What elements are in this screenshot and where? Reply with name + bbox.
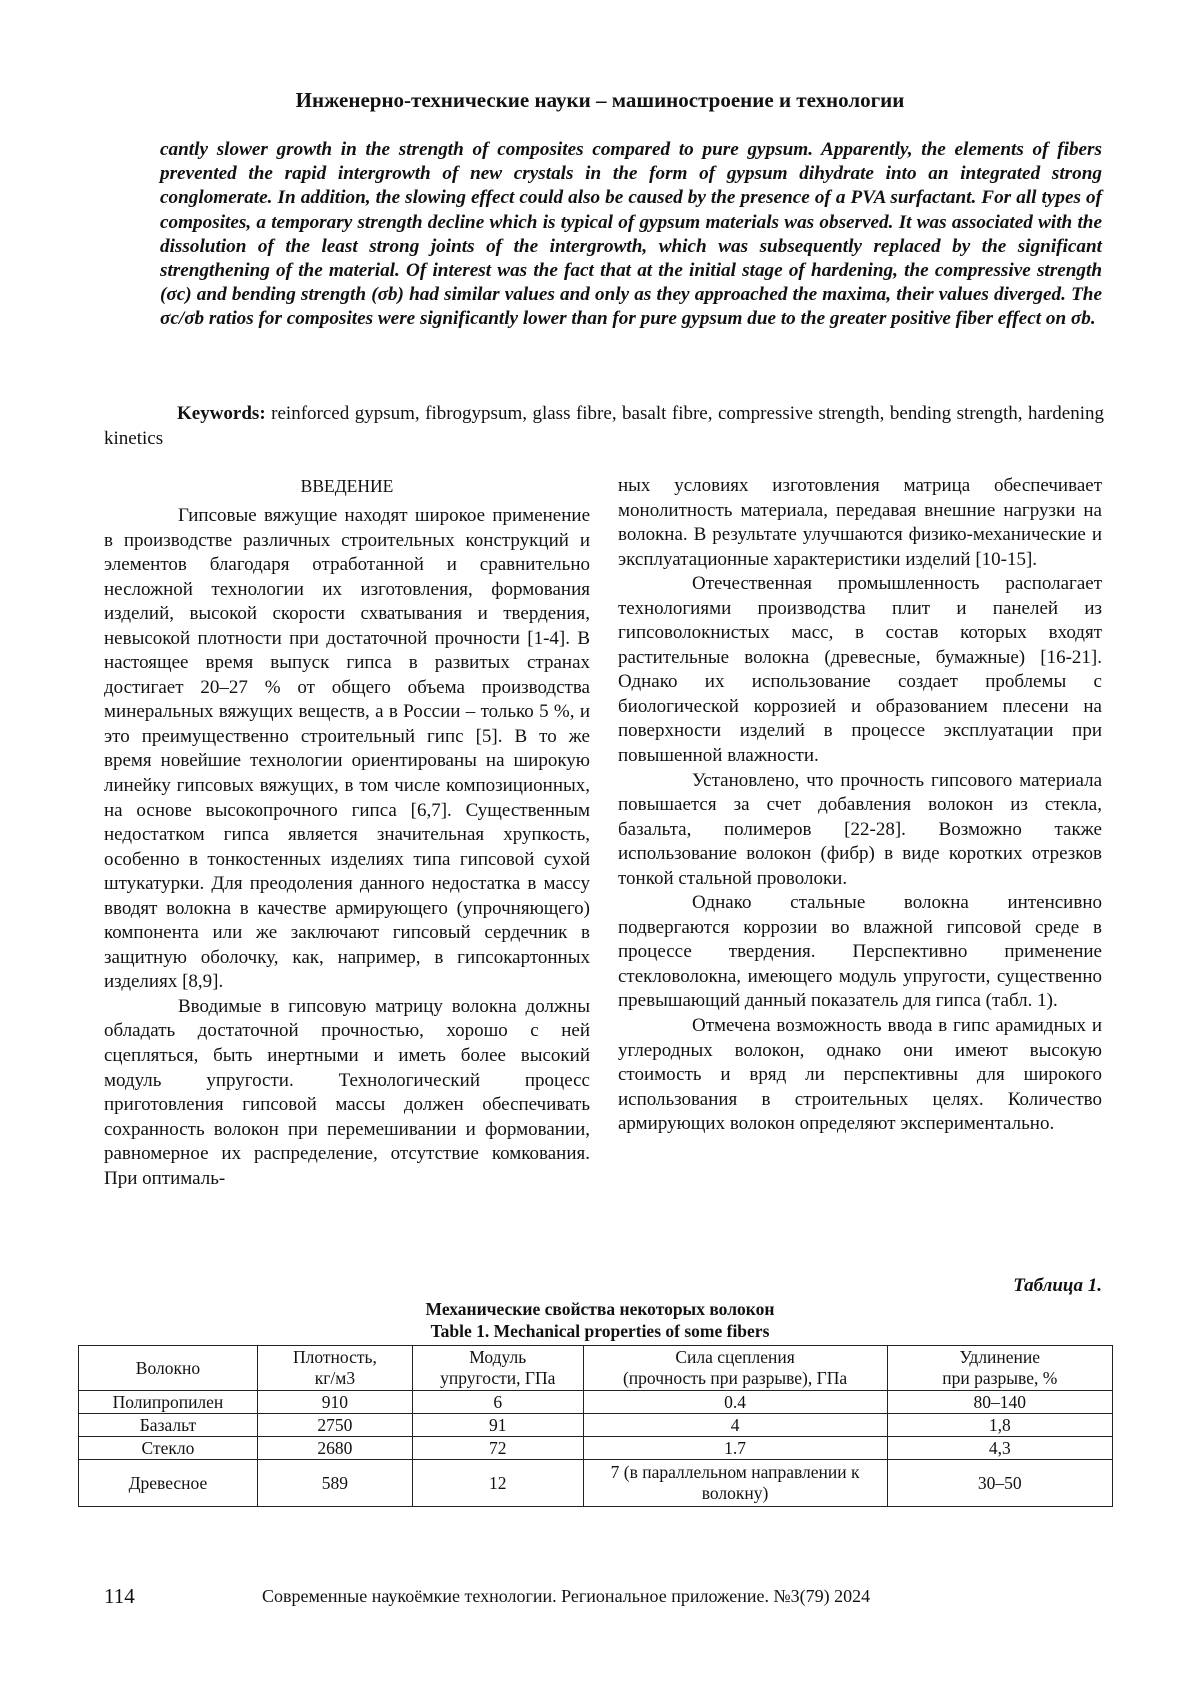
table-cell: 91	[412, 1414, 583, 1437]
table-header-row	[79, 1346, 1113, 1391]
table-row	[79, 1437, 1113, 1460]
table-cell: Полипропилен	[79, 1391, 258, 1414]
table-row	[79, 1414, 1113, 1437]
table-cell: Стекло	[79, 1437, 258, 1460]
right-column	[618, 474, 1102, 1137]
header-cell: Модуль упругости, ГПа	[412, 1346, 583, 1391]
keywords-text: reinforced gypsum, fibrogypsum, glass fibre, basalt fibre, compressive strength, bending strength, hardening kinetics	[104, 403, 1105, 449]
table-row	[79, 1460, 1113, 1507]
left-column	[104, 474, 590, 1191]
table-cell: 2750	[257, 1414, 412, 1437]
table-row	[79, 1391, 1113, 1414]
table-cell: Базальт	[79, 1414, 258, 1437]
table-cell: Древесное	[79, 1460, 258, 1507]
running-header: Инженерно-технические науки – машиностроение и технологии	[295, 88, 905, 112]
header-cell: Сила сцепления (прочность при разрыве), ГПа	[583, 1346, 887, 1391]
journal-footer: Современные наукоёмкие технологии. Региональное приложение. №3(79) 2024	[262, 1586, 871, 1606]
table-cell: 2680	[257, 1437, 412, 1460]
table-cell: 7 (в параллельном направлении к волокну)	[583, 1460, 887, 1507]
paragraph: Однако стальные волокна интенсивно подвергаются коррозии во влажной гипсовой среде в процессе твердения. Перспективно применение стекловолокна, имеющего модуль упругости, существенно превышающий данный показатель для гипса (табл. 1).	[618, 892, 1102, 1012]
table-cell: 4,3	[887, 1437, 1112, 1460]
table-caption-en: Table 1. Mechanical properties of some fibers	[430, 1321, 770, 1341]
table-cell: 0.4	[583, 1391, 887, 1414]
header-cell: Волокно	[79, 1346, 258, 1391]
table-cell: 30–50	[887, 1460, 1112, 1507]
paragraph: Установлено, что прочность гипсового материала повышается за счет добавления волокон из стекла, базальта, полимеров [22-28]. Возможно также использование волокон (фибр) в виде коротких отрезков тонкой стальной проволоки.	[618, 769, 1102, 889]
table-cell: 72	[412, 1437, 583, 1460]
table-cell: 12	[412, 1460, 583, 1507]
keywords	[104, 402, 1104, 451]
page-number: 114	[104, 1584, 135, 1608]
table-cell: 6	[412, 1391, 583, 1414]
keywords-label: Keywords:	[177, 403, 266, 424]
header-cell: Плотность, кг/м3	[257, 1346, 412, 1391]
header-cell: Удлинение при разрыве, %	[887, 1346, 1112, 1391]
paragraph: Отечественная промышленность располагает технологиями производства плит и панелей из гипсоволокнистых масс, в состав которых входят растительные волокна (древесные, бумажные) [16-21]. Однако их использование создает проблемы с биологической коррозией и образованием плесени на поверхности изделий в процессе эксплуатации при повышенной влажности.	[618, 573, 1102, 767]
section-heading: ВВЕДЕНИЕ	[300, 476, 394, 496]
paragraph-continuation: ных условиях изготовления матрица обеспечивает монолитность материала, передавая внешние нагрузки на волокна. В результате улучшаются физико-механические и эксплуатационные характеристики изделий [10-15].	[618, 475, 1102, 570]
table-cell: 80–140	[887, 1391, 1112, 1414]
table-caption	[0, 1298, 1200, 1342]
table-caption-ru: Механические свойства некоторых волокон	[425, 1299, 775, 1319]
table-cell: 910	[257, 1391, 412, 1414]
table-cell: 4	[583, 1414, 887, 1437]
table-cell: 1,8	[887, 1414, 1112, 1437]
table-cell: 589	[257, 1460, 412, 1507]
paragraph: Вводимые в гипсовую матрицу волокна должны обладать достаточной прочностью, хорошо с ней сцепляться, быть инертными и иметь более высокий модуль упругости. Технологический процесс приготовления гипсовой массы должен обеспечивать сохранность волокон при перемешивании и формовании, равномерное их распределение, отсутствие комкования. При оптималь-	[104, 995, 590, 1189]
fiber-properties-table	[78, 1345, 1113, 1507]
paragraph: Гипсовые вяжущие находят широкое применение в производстве различных строительных конструкций и элементов благодаря отработанной и сравнительно несложной технологии их изготовления, формования изделий, высокой скорости схватывания и твердения, невысокой плотности при достаточной прочности [1-4]. В настоящее время выпуск гипса в развитых странах достигает 20–27 % от общего объема производства минеральных вяжущих веществ, а в России – только 5 %, и это преимущественно строительный гипс [5]. В то же время новейшие технологии ориентированы на широкую линейку гипсовых вяжущих, в том числе композиционных, на основе высокопрочного гипса [6,7]. Существенным недостатком гипса является значительная хрупкость, особенно в тонкостенных изделиях типа гипсовой сухой штукатурки. Для преодоления данного недостатка в массу вводят волокна в качестве армирующего (упрочняющего) компонента или же заключают гипсовый сердечник в защитную оболочку, как, например, в гипсокартонных изделиях [8,9].	[104, 505, 590, 993]
abstract-text: cantly slower growth in the strength of composites compared to pure gypsum. Apparently, the elements of fibers prevented the rapid intergrowth of new crystals in the form of gypsum dihydrate into an integrated strong conglomerate. In addition, the slowing effect could also be caused by the presence of a PVA surfactant. For all types of composites, a temporary strength decline which is typical of gypsum materials was observed. It was associated with the dissolution of the least strong joints of the intergrowth, which was subsequently replaced by the significant strengthening of the material. Of interest was the fact that at the initial stage of hardening, the compressive strength (σc) and bending strength (σb) had similar values and only as they approached the maxima, their values diverged. The σc/σb ratios for composites were significantly lower than for pure gypsum due to the greater positive fiber effect on σb.	[160, 139, 1102, 330]
table-cell: 1.7	[583, 1437, 887, 1460]
table-label: Таблица 1.	[1013, 1275, 1102, 1296]
paragraph: Отмечена возможность ввода в гипс арамидных и углеродных волокон, однако они имеют высокую стоимость и вряд ли перспективны для широкого использования в строительных целях. Количество армирующих волокон определяют экспериментально.	[618, 1015, 1102, 1135]
